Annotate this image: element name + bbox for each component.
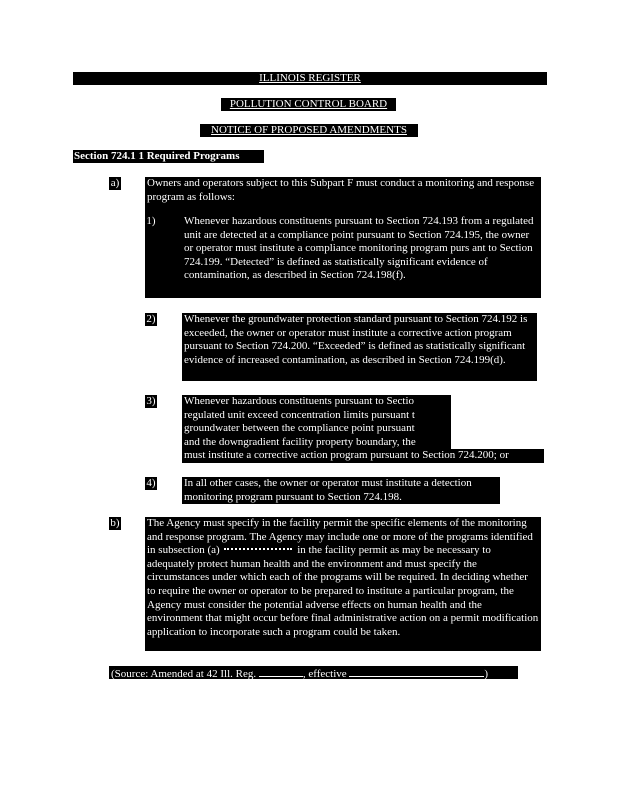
para-a-label: a) (110, 177, 120, 189)
para-b-label: b) (110, 517, 120, 529)
register-banner (73, 72, 547, 85)
source-date-blank (349, 666, 484, 677)
item-1-text: Whenever hazardous constituents pursuant to Section 724.193 from a regulated unit are detected at a compliance point pursuant to Section 724.195, the owner or operator must institute a compliance monitoring program purs ant to Section 724.199. “Detected” is defined as statistically significant evidence of contamination, as described in Section 724.198(f). (182, 215, 541, 297)
source-reg-blank (259, 666, 303, 677)
item-3-line: groundwater between the compliance point pursuant (182, 422, 451, 436)
item-1-label: 1) (146, 215, 156, 227)
item-3-text (182, 395, 542, 463)
item-3-line: Whenever hazardous constituents pursuant to Sectio (182, 395, 451, 409)
item-3-label: 3) (146, 395, 156, 407)
item-3-line: and the downgradient facility property boundary, the (182, 436, 451, 450)
item-4-text: In all other cases, the owner or operator must institute a detection monitoring program pursuant to Section 724.198. (182, 477, 500, 504)
board-title-block (221, 98, 396, 111)
board-title: POLLUTION CONTROL BOARD (229, 98, 388, 110)
item-2-text: Whenever the groundwater protection standard pursuant to Section 724.192 is exceeded, the owner or operator must institute a corrective action program pursuant to Section 724.200. “Exceeded” is defined as statistically significant evidence of increased contamination, as described in Section 724.199(d). (182, 313, 537, 381)
item-3-line: regulated unit exceed concentration limits pursuant t (182, 409, 451, 423)
section-heading: Section 724.1 1 Required Programs (73, 150, 264, 163)
source-mid: , effective (302, 668, 347, 680)
source-suffix: ) (484, 668, 489, 680)
source-prefix: (Source: Amended at 42 Ill. Reg. (111, 668, 257, 680)
item-3-line: must institute a corrective action program pursuant to Section 724.200; or (182, 449, 544, 463)
redaction-mark (224, 548, 292, 554)
notice-title-block (200, 124, 418, 137)
para-a-intro: Owners and operators subject to this Subpart F must conduct a monitoring and response program as follows: (145, 177, 541, 298)
para-b-text (145, 517, 541, 651)
register-title: ILLINOIS REGISTER (259, 72, 361, 84)
item-4-label: 4) (146, 477, 156, 489)
notice-title: NOTICE OF PROPOSED AMENDMENTS (211, 124, 407, 136)
para-b-text-before: The Agency must specify in the facility permit the specific elements of the monitoring and response program. The Agency may include one or more of the programs identified in subsection (a) (147, 517, 533, 557)
item-2-label: 2) (146, 313, 156, 325)
para-b-text-after: in the facility permit as may be necessary to adequately protect human health and the environment and must specify the circumstances under which each of the programs will be required. In deciding whether to require the owner or operator to be prepared to institute a particular program, the Agency must consider the potential adverse effects on human health and the environment that might occur before final administrative action on a permit modification application to incorporate such a program could be taken. (147, 544, 539, 638)
source-line (109, 666, 518, 679)
